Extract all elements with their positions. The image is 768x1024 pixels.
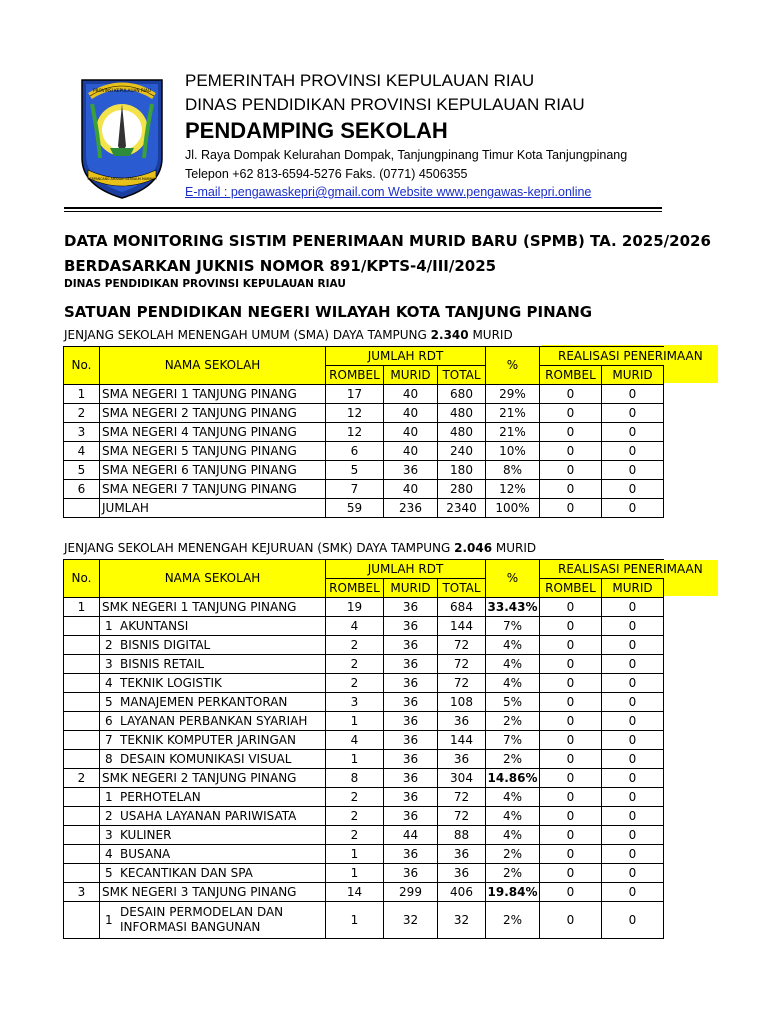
row-school-name: SMK NEGERI 2 TANJUNG PINANG (100, 769, 326, 788)
row-rombel: 14 (326, 883, 384, 902)
row-total: 72 (438, 655, 486, 674)
row-no-empty (64, 845, 100, 864)
col-no-header: No. (64, 347, 100, 385)
row-rombel: 2 (326, 788, 384, 807)
row-realisasi-murid: 0 (602, 788, 664, 807)
row-realisasi-murid: 0 (602, 731, 664, 750)
row-department-name (100, 902, 326, 939)
row-rombel: 19 (326, 598, 384, 617)
row-total: 406 (438, 883, 486, 902)
sma-caption: JENJANG SEKOLAH MENENGAH UMUM (SMA) DAYA TAMPUNG 2.340 MURID (64, 328, 513, 342)
department-index: 2 (105, 637, 113, 652)
row-realisasi-rombel: 0 (540, 598, 602, 617)
department-label: BISNIS DIGITAL (120, 637, 211, 652)
row-no-empty (64, 617, 100, 636)
row-no-empty (64, 731, 100, 750)
total-row-no (64, 499, 100, 518)
row-no: 3 (64, 423, 100, 442)
header-phone: Telepon +62 813-6594-5276 Faks. (0771) 4506355 (185, 167, 468, 181)
row-realisasi-murid: 0 (602, 712, 664, 731)
row-total: 680 (438, 385, 486, 404)
row-department-name (100, 655, 326, 674)
row-realisasi-rombel: 0 (540, 807, 602, 826)
row-realisasi-murid: 0 (602, 769, 664, 788)
row-rombel: 2 (326, 807, 384, 826)
smk-col-nama-header: NAMA SEKOLAH (100, 560, 326, 598)
row-realisasi-rombel: 0 (540, 385, 602, 404)
row-no: 2 (64, 769, 100, 788)
row-no-empty (64, 636, 100, 655)
row-no: 1 (64, 598, 100, 617)
row-school-name: SMA NEGERI 2 TANJUNG PINANG (100, 404, 326, 423)
row-no: 2 (64, 404, 100, 423)
table-row (64, 385, 664, 404)
row-realisasi-murid: 0 (602, 655, 664, 674)
row-rombel: 2 (326, 636, 384, 655)
row-realisasi-murid: 0 (602, 826, 664, 845)
department-row (64, 845, 664, 864)
row-no-empty (64, 674, 100, 693)
row-murid: 40 (384, 423, 438, 442)
table-row (64, 480, 664, 499)
row-realisasi-rombel: 0 (540, 674, 602, 693)
provincial-emblem-logo (76, 74, 168, 202)
row-no-empty (64, 788, 100, 807)
total-realisasi-murid: 0 (602, 499, 664, 518)
row-rombel: 2 (326, 826, 384, 845)
row-total: 684 (438, 598, 486, 617)
row-realisasi-rombel: 0 (540, 617, 602, 636)
row-murid: 36 (384, 712, 438, 731)
row-rombel: 1 (326, 845, 384, 864)
row-percent: 7% (486, 731, 540, 750)
row-total: 36 (438, 864, 486, 883)
department-label: AKUNTANSI (120, 618, 189, 633)
department-label-line2: INFORMASI BANGUNAN (120, 920, 261, 934)
department-row (64, 902, 664, 939)
row-no-empty (64, 655, 100, 674)
row-realisasi-rombel: 0 (540, 461, 602, 480)
row-rombel: 5 (326, 461, 384, 480)
department-row (64, 826, 664, 845)
col-r-rombel-header: ROMBEL (540, 366, 602, 385)
row-percent: 4% (486, 655, 540, 674)
row-school-name: SMA NEGERI 1 TANJUNG PINANG (100, 385, 326, 404)
row-murid: 32 (384, 902, 438, 939)
row-department-name (100, 636, 326, 655)
total-murid: 236 (384, 499, 438, 518)
row-realisasi-rombel: 0 (540, 788, 602, 807)
row-murid: 36 (384, 461, 438, 480)
row-realisasi-rombel: 0 (540, 442, 602, 461)
row-school-name: SMK NEGERI 1 TANJUNG PINANG (100, 598, 326, 617)
row-murid: 36 (384, 674, 438, 693)
department-row (64, 712, 664, 731)
row-total: 480 (438, 404, 486, 423)
logo-text-bottom: BERPANCANG AMANAH BERSAUH MARWAH (87, 177, 157, 181)
smk-table (63, 559, 703, 939)
department-index: 3 (105, 656, 113, 671)
table-row (64, 423, 664, 442)
total-row (64, 499, 664, 518)
doc-subtitle: BERDASARKAN JUKNIS NOMOR 891/KPTS-4/III/2025 (64, 257, 497, 275)
doc-title: DATA MONITORING SISTIM PENERIMAAN MURID BARU (SPMB) TA. 2025/2026 (64, 232, 711, 250)
row-realisasi-murid: 0 (602, 864, 664, 883)
row-percent: 8% (486, 461, 540, 480)
row-rombel: 4 (326, 731, 384, 750)
row-rombel: 12 (326, 404, 384, 423)
department-label: TEKNIK KOMPUTER JARINGAN (120, 732, 296, 747)
table-row (64, 442, 664, 461)
smk-col-realisasi-header: REALISASI PENERIMAAN (540, 560, 664, 579)
row-realisasi-murid: 0 (602, 480, 664, 499)
department-index: 8 (105, 751, 113, 766)
row-percent: 21% (486, 423, 540, 442)
smk-col-r-murid-header: MURID (602, 579, 664, 598)
total-rombel: 59 (326, 499, 384, 518)
row-rombel: 8 (326, 769, 384, 788)
row-realisasi-murid: 0 (602, 902, 664, 939)
total-total: 2340 (438, 499, 486, 518)
row-no: 4 (64, 442, 100, 461)
col-murid-header: MURID (384, 366, 438, 385)
row-percent: 29% (486, 385, 540, 404)
row-total: 36 (438, 845, 486, 864)
sma-table (63, 346, 703, 518)
row-realisasi-rombel: 0 (540, 864, 602, 883)
table-row (64, 461, 664, 480)
smk-col-rdt-header: JUMLAH RDT (326, 560, 486, 579)
row-percent: 2% (486, 712, 540, 731)
row-total: 240 (438, 442, 486, 461)
row-total: 72 (438, 674, 486, 693)
header-department: DINAS PENDIDIKAN PROVINSI KEPULAUAN RIAU (185, 95, 585, 114)
row-no: 6 (64, 480, 100, 499)
row-percent: 5% (486, 693, 540, 712)
row-realisasi-murid: 0 (602, 442, 664, 461)
header-address: Jl. Raya Dompak Kelurahan Dompak, Tanjungpinang Timur Kota Tanjungpinang (185, 148, 628, 162)
department-label: LAYANAN PERBANKAN SYARIAH (120, 713, 308, 728)
row-realisasi-rombel: 0 (540, 845, 602, 864)
row-realisasi-murid: 0 (602, 385, 664, 404)
row-realisasi-rombel: 0 (540, 769, 602, 788)
row-percent: 10% (486, 442, 540, 461)
row-rombel: 1 (326, 750, 384, 769)
department-index: 7 (105, 732, 113, 747)
row-realisasi-murid: 0 (602, 636, 664, 655)
row-percent: 12% (486, 480, 540, 499)
header-government: PEMERINTAH PROVINSI KEPULAUAN RIAU (185, 71, 535, 90)
row-murid: 40 (384, 404, 438, 423)
department-row (64, 636, 664, 655)
row-percent: 7% (486, 617, 540, 636)
row-school-name: SMA NEGERI 7 TANJUNG PINANG (100, 480, 326, 499)
row-realisasi-rombel: 0 (540, 712, 602, 731)
row-realisasi-murid: 0 (602, 461, 664, 480)
smk-col-murid-header: MURID (384, 579, 438, 598)
row-department-name (100, 845, 326, 864)
row-school-name: SMA NEGERI 6 TANJUNG PINANG (100, 461, 326, 480)
row-percent: 19.84% (486, 883, 540, 902)
row-total: 144 (438, 617, 486, 636)
row-rombel: 1 (326, 712, 384, 731)
region-title: SATUAN PENDIDIKAN NEGERI WILAYAH KOTA TANJUNG PINANG (64, 303, 593, 321)
row-no-empty (64, 864, 100, 883)
row-total: 72 (438, 636, 486, 655)
row-murid: 36 (384, 731, 438, 750)
header-contact-link[interactable]: E-mail : pengawaskepri@gmail.com Website www.pengawas-kepri.online (185, 185, 592, 199)
row-percent: 33.43% (486, 598, 540, 617)
row-rombel: 3 (326, 693, 384, 712)
header-unit-title: PENDAMPING SEKOLAH (185, 118, 448, 143)
row-rombel: 1 (326, 864, 384, 883)
row-total: 480 (438, 423, 486, 442)
row-total: 108 (438, 693, 486, 712)
table-row (64, 404, 664, 423)
row-realisasi-murid: 0 (602, 598, 664, 617)
department-label-line1: DESAIN PERMODELAN DAN (120, 905, 284, 919)
row-percent: 2% (486, 845, 540, 864)
row-realisasi-rombel: 0 (540, 423, 602, 442)
row-percent: 2% (486, 864, 540, 883)
department-label: KULINER (120, 827, 172, 842)
row-realisasi-murid: 0 (602, 404, 664, 423)
department-label: USAHA LAYANAN PARIWISATA (120, 808, 297, 823)
row-department-name (100, 693, 326, 712)
col-pct-header: % (486, 347, 540, 385)
department-row (64, 864, 664, 883)
department-row (64, 617, 664, 636)
row-rombel: 6 (326, 442, 384, 461)
logo-text-top: PROVINSI KEPULAUAN RIAU (93, 88, 151, 93)
row-department-name (100, 617, 326, 636)
department-row (64, 674, 664, 693)
row-percent: 2% (486, 902, 540, 939)
row-no-empty (64, 750, 100, 769)
row-murid: 36 (384, 750, 438, 769)
row-realisasi-murid: 0 (602, 693, 664, 712)
row-realisasi-rombel: 0 (540, 826, 602, 845)
row-murid: 36 (384, 693, 438, 712)
row-no-empty (64, 826, 100, 845)
department-label: BISNIS RETAIL (120, 656, 205, 671)
row-rombel: 1 (326, 902, 384, 939)
department-label: PERHOTELAN (120, 789, 201, 804)
row-rombel: 2 (326, 674, 384, 693)
department-label: BUSANA (120, 846, 171, 861)
row-total: 36 (438, 712, 486, 731)
row-department-name (100, 712, 326, 731)
department-index: 2 (105, 808, 113, 823)
row-total: 88 (438, 826, 486, 845)
row-percent: 4% (486, 826, 540, 845)
row-percent: 4% (486, 788, 540, 807)
row-department-name (100, 674, 326, 693)
department-index: 5 (105, 865, 113, 880)
row-realisasi-murid: 0 (602, 617, 664, 636)
header-divider-thin (64, 211, 662, 212)
row-rombel: 17 (326, 385, 384, 404)
row-realisasi-rombel: 0 (540, 636, 602, 655)
department-row (64, 693, 664, 712)
row-total: 36 (438, 750, 486, 769)
col-total-header: TOTAL (438, 366, 486, 385)
row-realisasi-rombel: 0 (540, 883, 602, 902)
col-rombel-header: ROMBEL (326, 366, 384, 385)
total-label: JUMLAH (100, 499, 326, 518)
row-school-name: SMA NEGERI 4 TANJUNG PINANG (100, 423, 326, 442)
smk-col-rombel-header: ROMBEL (326, 579, 384, 598)
row-murid: 36 (384, 807, 438, 826)
row-realisasi-rombel: 0 (540, 655, 602, 674)
row-percent: 21% (486, 404, 540, 423)
department-index: 4 (105, 675, 113, 690)
row-realisasi-rombel: 0 (540, 750, 602, 769)
row-realisasi-murid: 0 (602, 750, 664, 769)
col-r-murid-header: MURID (602, 366, 664, 385)
department-label: MANAJEMEN PERKANTORAN (120, 694, 288, 709)
row-department-name (100, 750, 326, 769)
school-row (64, 769, 664, 788)
row-murid: 40 (384, 385, 438, 404)
smk-col-r-rombel-header: ROMBEL (540, 579, 602, 598)
col-realisasi-header: REALISASI PENERIMAAN (540, 347, 664, 366)
row-murid: 36 (384, 636, 438, 655)
row-total: 144 (438, 731, 486, 750)
total-realisasi-rombel: 0 (540, 499, 602, 518)
row-realisasi-rombel: 0 (540, 404, 602, 423)
row-realisasi-rombel: 0 (540, 902, 602, 939)
row-total: 72 (438, 807, 486, 826)
department-label: DESAIN KOMUNIKASI VISUAL (120, 751, 292, 766)
total-percent: 100% (486, 499, 540, 518)
department-index: 6 (105, 713, 113, 728)
row-realisasi-murid: 0 (602, 845, 664, 864)
smk-col-total-header: TOTAL (438, 579, 486, 598)
row-realisasi-murid: 0 (602, 807, 664, 826)
row-realisasi-murid: 0 (602, 423, 664, 442)
row-rombel: 12 (326, 423, 384, 442)
row-realisasi-murid: 0 (602, 674, 664, 693)
row-percent: 2% (486, 750, 540, 769)
department-row (64, 731, 664, 750)
school-row (64, 598, 664, 617)
row-murid: 36 (384, 598, 438, 617)
row-school-name: SMK NEGERI 3 TANJUNG PINANG (100, 883, 326, 902)
row-murid: 36 (384, 788, 438, 807)
school-row (64, 883, 664, 902)
department-index: 1 (105, 912, 113, 927)
row-no-empty (64, 693, 100, 712)
row-no-empty (64, 807, 100, 826)
row-percent: 4% (486, 674, 540, 693)
row-total: 72 (438, 788, 486, 807)
row-no: 5 (64, 461, 100, 480)
smk-caption: JENJANG SEKOLAH MENENGAH KEJURUAN (SMK) DAYA TAMPUNG 2.046 MURID (64, 541, 537, 555)
row-murid: 36 (384, 655, 438, 674)
row-realisasi-rombel: 0 (540, 731, 602, 750)
row-percent: 14.86% (486, 769, 540, 788)
row-percent: 4% (486, 636, 540, 655)
department-label: TEKNIK LOGISTIK (120, 675, 222, 690)
row-department-name (100, 807, 326, 826)
col-nama-header: NAMA SEKOLAH (100, 347, 326, 385)
row-murid: 40 (384, 480, 438, 499)
row-murid: 299 (384, 883, 438, 902)
col-rdt-header: JUMLAH RDT (326, 347, 486, 366)
row-department-name (100, 826, 326, 845)
row-murid: 36 (384, 845, 438, 864)
row-department-name (100, 731, 326, 750)
row-murid: 36 (384, 769, 438, 788)
department-index: 1 (105, 789, 113, 804)
row-no-empty (64, 712, 100, 731)
row-realisasi-rombel: 0 (540, 480, 602, 499)
row-murid: 44 (384, 826, 438, 845)
department-row (64, 788, 664, 807)
department-index: 4 (105, 846, 113, 861)
header-divider (64, 207, 662, 209)
row-realisasi-murid: 0 (602, 883, 664, 902)
doc-issuer: DINAS PENDIDIKAN PROVINSI KEPULAUAN RIAU (64, 278, 346, 290)
row-no: 1 (64, 385, 100, 404)
row-rombel: 2 (326, 655, 384, 674)
row-no: 3 (64, 883, 100, 902)
row-realisasi-rombel: 0 (540, 693, 602, 712)
row-murid: 36 (384, 617, 438, 636)
row-department-name (100, 864, 326, 883)
smk-col-no-header: No. (64, 560, 100, 598)
row-total: 32 (438, 902, 486, 939)
department-row (64, 807, 664, 826)
row-school-name: SMA NEGERI 5 TANJUNG PINANG (100, 442, 326, 461)
row-murid: 40 (384, 442, 438, 461)
department-label: KECANTIKAN DAN SPA (120, 865, 253, 880)
smk-col-pct-header: % (486, 560, 540, 598)
row-no-empty (64, 902, 100, 939)
row-rombel: 7 (326, 480, 384, 499)
row-total: 180 (438, 461, 486, 480)
row-total: 280 (438, 480, 486, 499)
row-percent: 4% (486, 807, 540, 826)
department-row (64, 655, 664, 674)
row-department-name (100, 788, 326, 807)
department-index: 1 (105, 618, 113, 633)
department-index: 5 (105, 694, 113, 709)
department-row (64, 750, 664, 769)
row-murid: 36 (384, 864, 438, 883)
row-total: 304 (438, 769, 486, 788)
department-index: 3 (105, 827, 113, 842)
row-rombel: 4 (326, 617, 384, 636)
